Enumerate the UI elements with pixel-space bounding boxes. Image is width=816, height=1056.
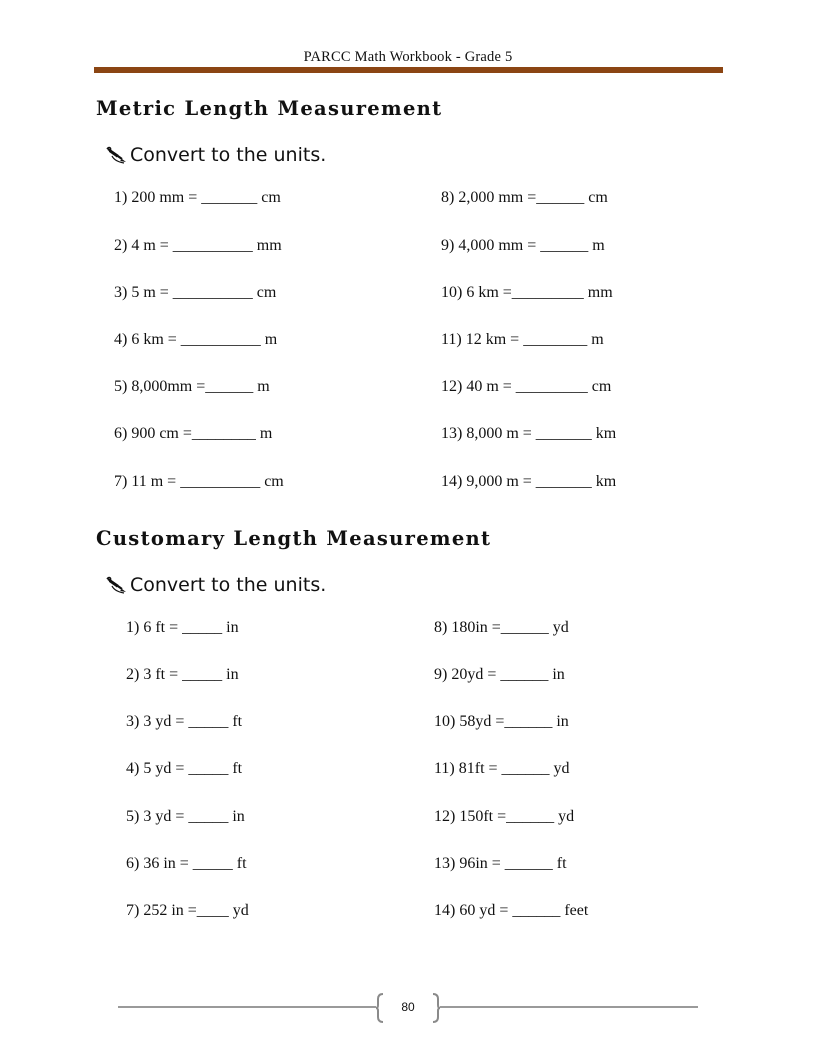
- customary-section-title: Customary Length Measurement: [96, 527, 492, 550]
- metric-problem: 3) 5 m = __________ cm: [114, 284, 277, 301]
- customary-problem: 8) 180in =______ yd: [434, 619, 569, 636]
- metric-problem: 4) 6 km = __________ m: [114, 331, 278, 348]
- metric-problem: 6) 900 cm =________ m: [114, 425, 273, 442]
- customary-problem: 10) 58yd =______ in: [434, 713, 569, 730]
- customary-problem: 9) 20yd = ______ in: [434, 666, 565, 683]
- customary-problem: 14) 60 yd = ______ feet: [434, 902, 589, 919]
- customary-problem: 6) 36 in = _____ ft: [126, 855, 247, 872]
- customary-instruction-text: Convert to the units.: [130, 574, 327, 596]
- metric-problem: 10) 6 km =_________ mm: [441, 284, 613, 301]
- metric-problem: 11) 12 km = ________ m: [441, 331, 604, 348]
- header-rule: [94, 67, 723, 73]
- metric-problem: 8) 2,000 mm =______ cm: [441, 189, 608, 206]
- metric-problem: 9) 4,000 mm = ______ m: [441, 237, 605, 254]
- customary-problem: 7) 252 in =____ yd: [126, 902, 249, 919]
- metric-problem: 5) 8,000mm =______ m: [114, 378, 270, 395]
- metric-problem: 13) 8,000 m = _______ km: [441, 425, 617, 442]
- customary-problem: 3) 3 yd = _____ ft: [126, 713, 243, 730]
- page-number: 80: [401, 1000, 415, 1014]
- footer-right-bracket: [432, 993, 440, 1023]
- metric-problem: 7) 11 m = __________ cm: [114, 473, 284, 490]
- customary-problem: 13) 96in = ______ ft: [434, 855, 567, 872]
- customary-problem: 11) 81ft = ______ yd: [434, 760, 570, 777]
- pencil-icon: [106, 146, 128, 164]
- metric-problem: 1) 200 mm = _______ cm: [114, 189, 281, 206]
- footer-left-bracket: [376, 993, 384, 1023]
- metric-problem: 12) 40 m = _________ cm: [441, 378, 612, 395]
- customary-problem: 5) 3 yd = _____ in: [126, 808, 245, 825]
- metric-section-title: Metric Length Measurement: [96, 97, 443, 120]
- metric-instruction-text: Convert to the units.: [130, 144, 327, 166]
- customary-problem: 2) 3 ft = _____ in: [126, 666, 239, 683]
- metric-instruction: [106, 144, 326, 166]
- metric-problem: 14) 9,000 m = _______ km: [441, 473, 617, 490]
- customary-instruction: [106, 574, 326, 596]
- customary-problem: 12) 150ft =______ yd: [434, 808, 575, 825]
- customary-problem: 4) 5 yd = _____ ft: [126, 760, 243, 777]
- page-header-title: PARCC Math Workbook - Grade 5: [303, 49, 513, 65]
- metric-problem: 2) 4 m = __________ mm: [114, 237, 282, 254]
- customary-problem: 1) 6 ft = _____ in: [126, 619, 239, 636]
- pencil-icon: [106, 576, 128, 594]
- footer-line-left: [118, 1006, 376, 1008]
- footer-line-right: [440, 1006, 698, 1008]
